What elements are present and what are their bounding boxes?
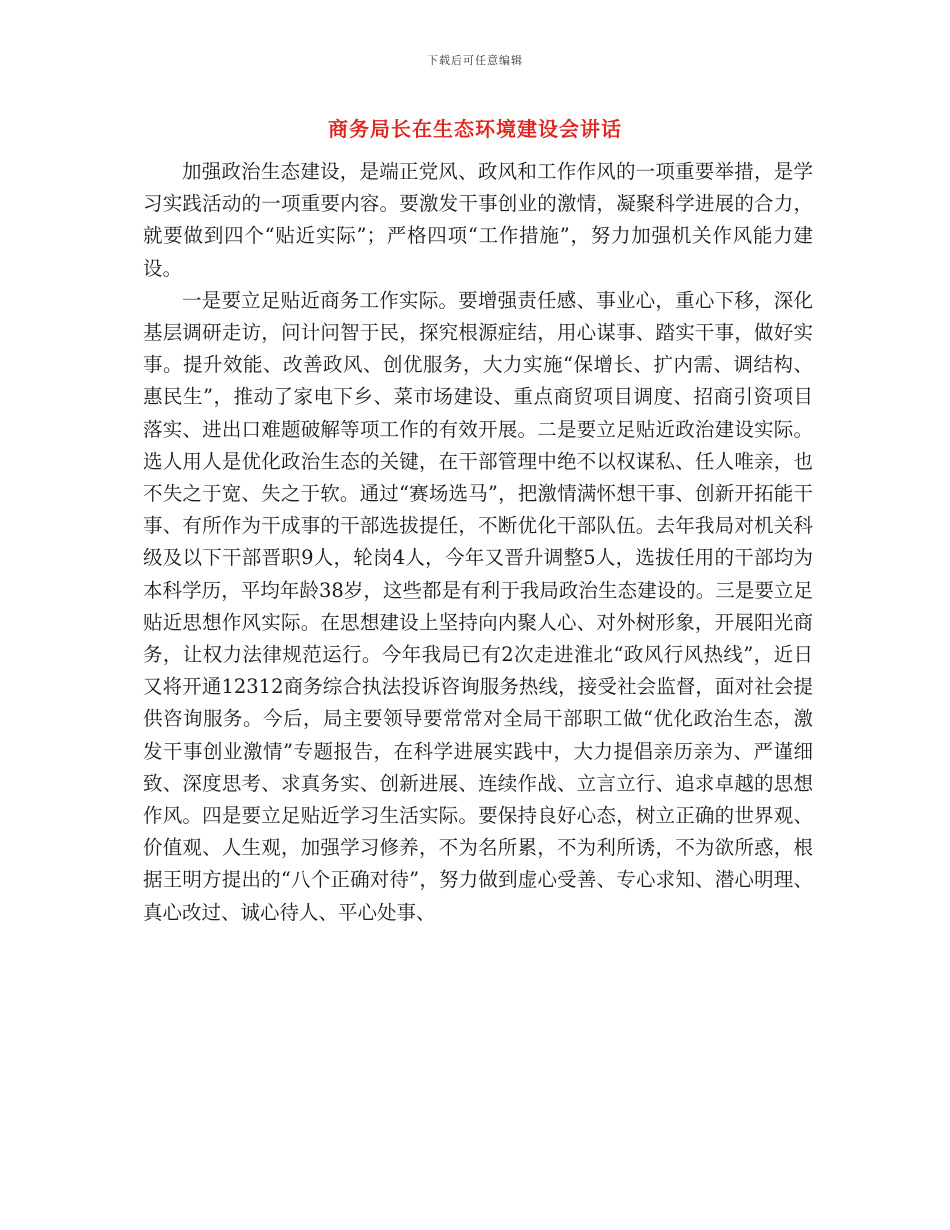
paragraph-intro: 加强政治生态建设，是端正党风、政风和工作作风的一项重要举措，是学习实践活动的一项重要内容。要激发干事创业的激情，凝聚科学进展的合力，就要做到四个“贴近实际”；严格四项“工作措施”，努力加强机关作风能力建设。 xyxy=(143,160,813,280)
page-title: 商务局长在生态环境建设会讲话 xyxy=(328,117,622,141)
paragraph-main: 一是要立足贴近商务工作实际。要增强责任感、事业心，重心下移，深化基层调研走访，问计问智于民，探究根源症结，用心谋事、踏实干事，做好实事。提升效能、改善政风、创优服务，大力实施“保增长、扩内需、调结构、惠民生”，推动了家电下乡、菜市场建设、重点商贸项目调度、招商引资项目落实、进出口难题破解等项工作的有效开展。二是要立足贴近政治建设实际。选人用人是优化政治生态的关键，在干部管理中绝不以权谋私、任人唯亲，也不失之于宽、失之于软。通过“赛场选马”，把激情满怀想干事、创新开拓能干事、有所作为干成事的干部选拔提任，不断优化干部队伍。去年我局对机关科级及以下干部晋职9人，轮岗4人，今年又晋升调整5人，选拔任用的干部均为本科学历，平均年龄38岁，这些都是有利于我局政治生态建设的。三是要立足贴近思想作风实际。在思想建设上坚持向内聚人心、对外树形象，开展阳光商务，让权力法律规范运行。今年我局已有2次走进淮北“政风行风热线”，近日又将开通12312商务综合执法投诉咨询服务热线，接受社会监督，面对社会提供咨询服务。今后，局主要领导要常常对全局干部职工做“优化政治生态，激发干事创业激情”专题报告，在科学进展实践中，大力提倡亲历亲为、严谨细致、深度思考、求真务实、创新进展、连续作战、立言立行、追求卓越的思想作风。四是要立足贴近学习生活实际。要保持良好心态，树立正确的世界观、价值观、人生观，加强学习修养，不为名所累，不为利所诱，不为欲所惑，根据王明方提出的“八个正确对待”，努力做到虚心受善、专心求知、潜心明理、真心改过、诚心待人、平心处事、 xyxy=(143,288,813,924)
header-note: 下载后可任意编辑 xyxy=(427,54,523,67)
document-body xyxy=(143,156,813,929)
